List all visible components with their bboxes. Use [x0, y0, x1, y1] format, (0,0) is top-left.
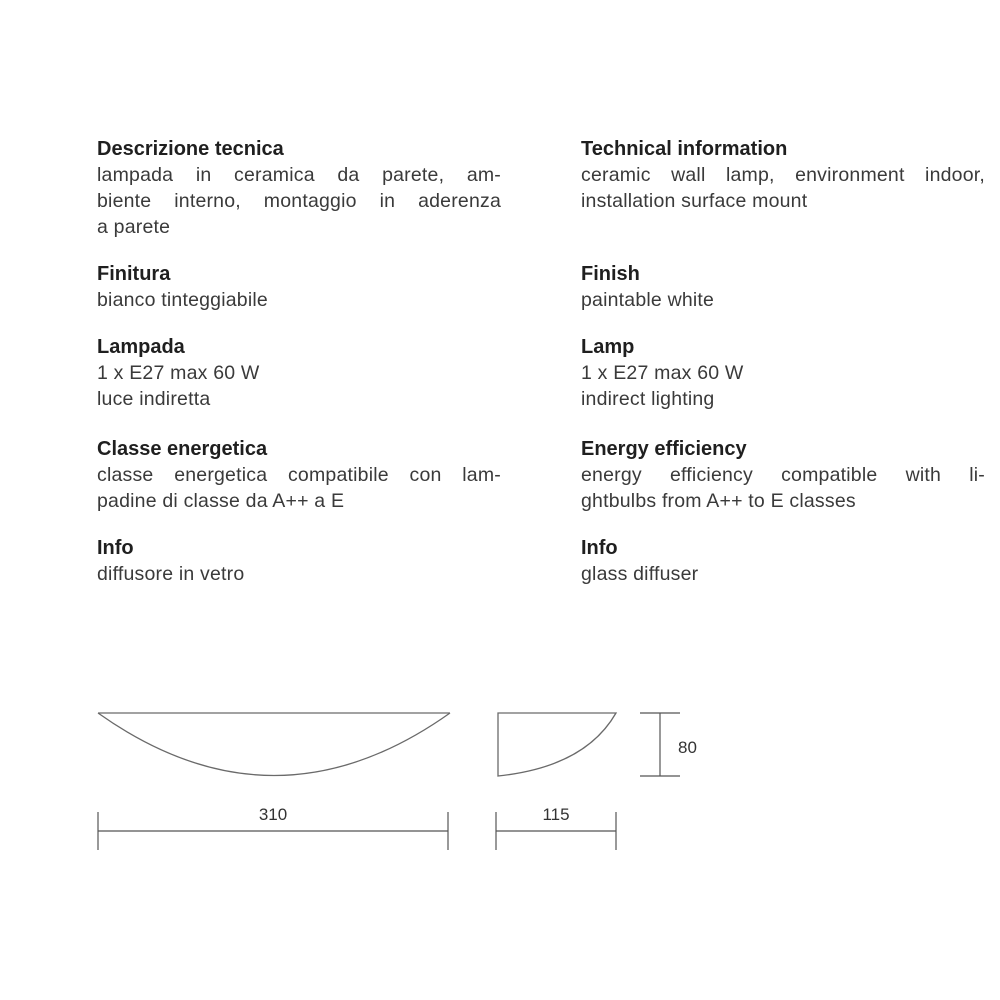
text-line: paintable white: [581, 289, 715, 311]
section-text: [97, 360, 501, 412]
text-line: bianco tinteggiabile: [97, 289, 268, 311]
width-label: 310: [258, 805, 288, 824]
section-heading: Info: [97, 537, 134, 559]
section-technical-information: [581, 137, 985, 214]
section-text: [97, 287, 501, 313]
section-lamp: [581, 335, 985, 412]
section-text: [97, 462, 501, 514]
section-text: [581, 162, 985, 214]
text-line: biente interno, montaggio in aderenza: [97, 190, 501, 212]
italian-column: [97, 137, 501, 609]
english-column: [581, 137, 985, 609]
section-finish: [581, 262, 985, 313]
width-dimension: [98, 805, 448, 850]
side-view-lamp: [498, 713, 616, 776]
section-classe-energetica: [97, 437, 501, 514]
text-line: lampada in ceramica da parete, am-: [97, 164, 501, 186]
section-info: [97, 536, 501, 587]
section-lampada: [97, 335, 501, 412]
height-dimension: [640, 713, 697, 776]
front-view-curve: [98, 713, 450, 776]
text-line: ghtbulbs from A++ to E classes: [581, 490, 856, 512]
side-view-profile: [498, 713, 616, 776]
section-info: [581, 536, 985, 587]
section-heading: Lampada: [97, 336, 185, 358]
text-line: diffusore in vetro: [97, 563, 245, 585]
depth-dimension: [496, 805, 616, 850]
section-heading: Descrizione tecnica: [97, 138, 284, 160]
text-line: 1 x E27 max 60 W: [581, 362, 744, 384]
section-heading: Info: [581, 537, 618, 559]
text-line: 1 x E27 max 60 W: [97, 362, 260, 384]
section-text: [97, 561, 501, 587]
section-heading: Energy efficiency: [581, 438, 747, 460]
text-line: installation surface mount: [581, 190, 808, 212]
section-heading: Classe energetica: [97, 438, 268, 460]
section-text: [581, 462, 985, 514]
text-line: energy efficiency compatible with li-: [581, 464, 985, 486]
section-descrizione-tecnica: [97, 137, 501, 240]
section-heading: Technical information: [581, 138, 788, 160]
section-energy-efficiency: [581, 437, 985, 514]
section-text: [581, 287, 985, 313]
front-view-lamp: [98, 713, 450, 776]
section-text: [581, 561, 985, 587]
text-line: luce indiretta: [97, 388, 211, 410]
section-text: [97, 162, 501, 240]
text-line: padine di classe da A++ a E: [97, 490, 345, 512]
section-text: [581, 360, 985, 412]
section-finitura: [97, 262, 501, 313]
section-heading: Finitura: [97, 263, 171, 285]
height-label: 80: [678, 738, 697, 757]
text-line: indirect lighting: [581, 388, 715, 410]
text-line: ceramic wall lamp, environment indoor,: [581, 164, 985, 186]
section-heading: Finish: [581, 263, 640, 285]
section-heading: Lamp: [581, 336, 635, 358]
depth-label: 115: [542, 805, 570, 824]
text-line: glass diffuser: [581, 563, 699, 585]
text-line: classe energetica compatibile con lam-: [97, 464, 501, 486]
text-line: a parete: [97, 216, 171, 238]
